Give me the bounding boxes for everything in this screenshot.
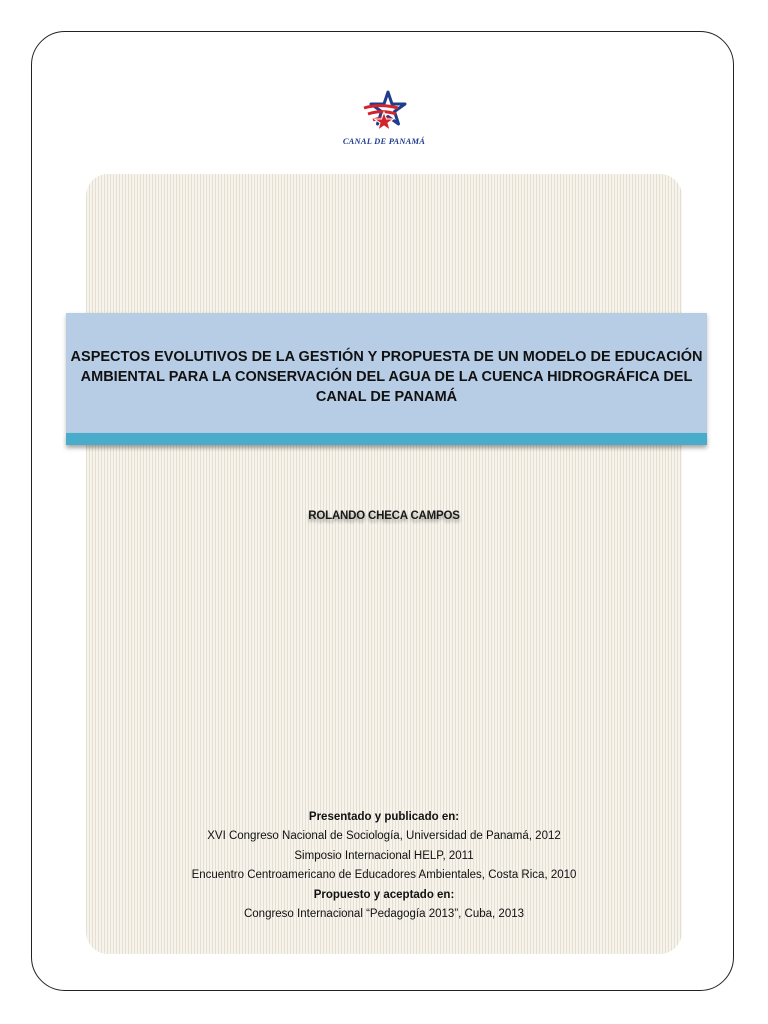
logo-text: CANAL DE PANAMÁ: [342, 136, 426, 146]
document-title: ASPECTOS EVOLUTIVOS DE LA GESTIÓN Y PROPUESTA DE UN MODELO DE EDUCACIÓN AMBIENTAL PARA LA CONSERVACIÓN DEL AGUA DE LA CUENCA HIDROGRÁFICA DEL CANAL DE PANAMÁ: [70, 349, 703, 405]
venue-line: Congreso Internacional “Pedagogía 2013”, Cuba, 2013: [243, 908, 525, 921]
proposed-heading: Propuesto y aceptado en:: [313, 888, 455, 901]
publication-info: [86, 808, 682, 924]
star-logo-icon: [360, 90, 408, 134]
canal-de-panama-logo: [330, 90, 438, 154]
presented-heading: Presentado y publicado en:: [308, 811, 460, 823]
venue-line: Encuentro Centroamericano de Educadores Ambientales, Costa Rica, 2010: [191, 869, 577, 882]
title-band-accent-bar: [66, 433, 707, 445]
venue-line: XVI Congreso Nacional de Sociología, Universidad de Panamá, 2012: [207, 830, 561, 843]
venue-line: Simposio Internacional HELP, 2011: [294, 849, 474, 862]
author-name: ROLANDO CHECA CAMPOS: [308, 510, 460, 522]
